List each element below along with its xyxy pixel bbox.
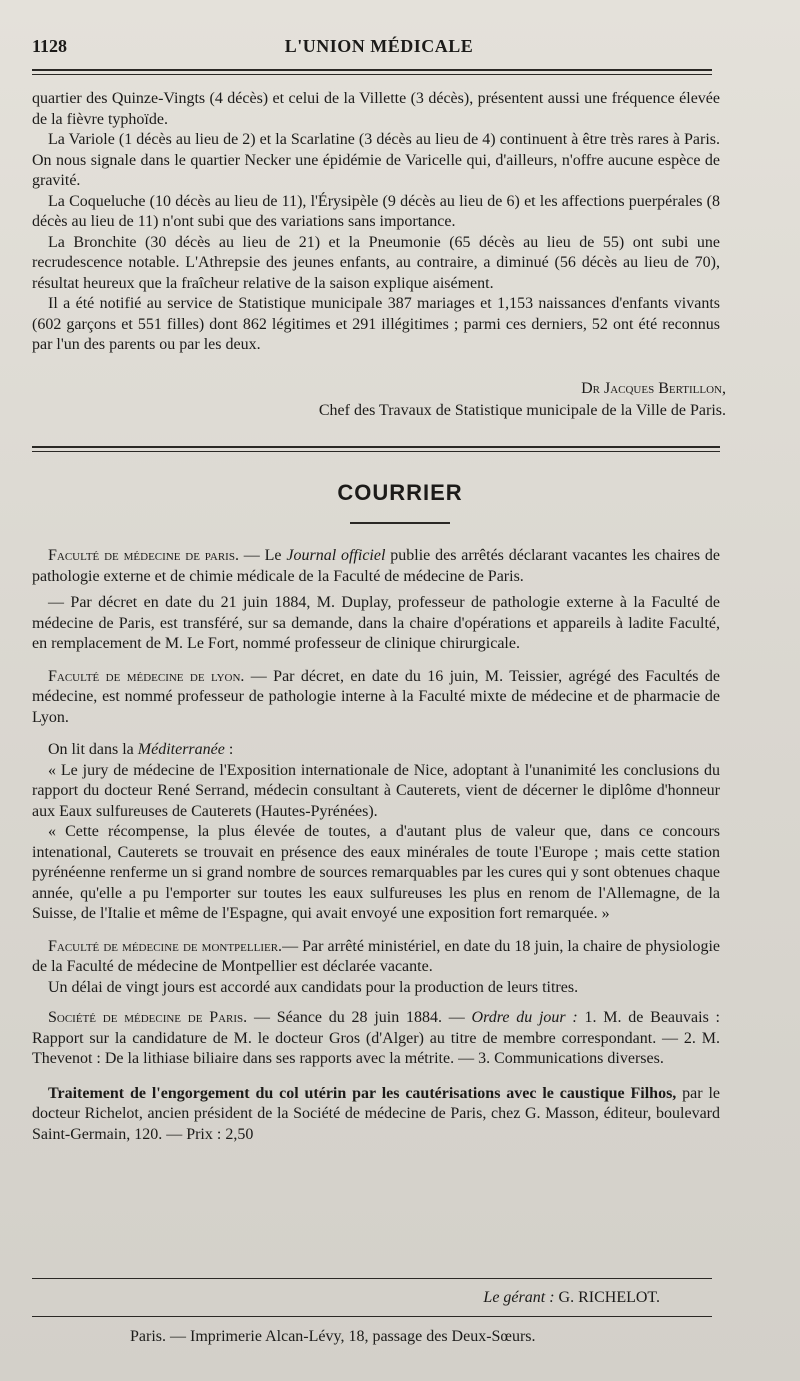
paragraph-delai: Un délai de vingt jours est accordé aux candidats pour la production de leurs titres. [48, 978, 579, 996]
paragraph-traitement: Traitement de l'engorgement du col utérin par les cautérisations avec le caustique Filhos, par le docteur Richelot, ancien président de la Société de médecine de Paris, chez G. Masson, éditeur, boulevard Saint-Germain, 120. — Prix : 2,50 [32, 1084, 720, 1143]
lead-faculte-lyon: Faculté de médecine de lyon. [48, 667, 245, 685]
footer-rule [32, 1278, 712, 1279]
gerant-name: G. RICHELOT. [558, 1289, 660, 1306]
section-rule-thin [32, 451, 720, 452]
section-rule [32, 446, 720, 448]
printer-line: Paris. — Imprimerie Alcan-Lévy, 18, passage des Deux-Sœurs. [130, 1328, 536, 1345]
journal-title: L'UNION MÉDICALE [284, 36, 474, 56]
signature-block [319, 378, 726, 422]
header-rule-thin [32, 74, 712, 75]
footer-rule-lower [32, 1316, 712, 1317]
paragraph-statistique: Il a été notifié au service de Statistique municipale 387 mariages et 1,153 naissances d'enfants vivants (602 garçons et 551 filles) dont 862 légitimes et 291 illégitimes ; parmi ces derniers, 52 ont été reconnus par l'un des parents ou par les deux. [32, 295, 720, 353]
paragraph-faculte-paris: Faculté de médecine de paris. — Le Journal officiel publie des arrêtés déclarant vacantes les chaires de pathologie externe et de chimie médicale de la Faculté de médecine de Paris. [32, 547, 720, 585]
section-title: COURRIER [337, 480, 463, 505]
page-number: 1128 [32, 36, 68, 56]
header-rule [32, 69, 712, 71]
paragraph-recompense: « Cette récompense, la plus élevée de toutes, a d'autant plus de valeur que, dans ce concours intenational, Cauterets se trouvait en présence des eaux minérales de toute l'Europe ; mais cette station pyrénéenne renferme un si grand nombre de sources remarquables par les cures qui y sont obtenues chaque année, qu'elle a pu l'emporter sur toutes les eaux sulfureuses les plus en renom de l'Allemagne, de la Suisse, de l'Italie et même de l'Espagne, qui avait envoyé une exposition fort remarquée. » [32, 823, 720, 922]
gerant-label: Le gérant : [483, 1289, 555, 1306]
book-title: Traitement de l'engorgement du col utérin par les cautérisations avec le caustique Filhos, [48, 1084, 677, 1102]
journal-officiel: Journal officiel [286, 547, 386, 564]
signature-title: Chef des Travaux de Statistique municipale de la Ville de Paris. [318, 402, 726, 419]
paragraph-typhoide: quartier des Quinze-Vingts (4 décès) et celui de la Villette (3 décès), présentent aussi une fréquence élevée de la fièvre typhoïde. [32, 90, 720, 128]
lead-societe-medecine: Société de médecine de Paris. [48, 1009, 248, 1026]
paragraph-faculte-lyon: Faculté de médecine de lyon. — Par décret, en date du 16 juin, M. Teissier, agrégé des Facultés de médecine, est nommé professeur de pathologie interne à la Faculté mixte de médecine et de pharmacie de Lyon. [32, 667, 720, 726]
paragraph-variole: La Variole (1 décès au lieu de 2) et la Scarlatine (3 décès au lieu de 4) continuent à être très rares à Paris. On nous signale dans le quartier Necker une épidémie de Varicelle qui, d'ailleurs, n'offre aucune espèce de gravité. [32, 131, 720, 189]
paragraph-jury-nice: « Le jury de médecine de l'Exposition internationale de Nice, adoptant à l'unanimité les conclusions du rapport du docteur René Serrand, médecin consultant à Cauterets, vient de décerner le diplôme d'honneur aux Eaux sulfureuses de Cauterets (Hautes-Pyrénées). [32, 761, 720, 820]
mediterranee-title: Méditerranée [137, 741, 225, 758]
courrier-section [32, 546, 720, 1145]
lead-faculte-montpellier: Faculté de médecine de montpellier. [48, 937, 283, 955]
title-underline [350, 522, 450, 524]
paragraph-mediterranee: On lit dans la Méditerranée : [48, 741, 234, 758]
top-section [32, 89, 720, 356]
lead-faculte-paris: Faculté de médecine de paris. [48, 547, 239, 564]
gerant-line [483, 1289, 660, 1307]
signature-name: Dr Jacques Bertillon, [581, 380, 726, 397]
page-header [32, 36, 726, 66]
paragraph-bronchite: La Bronchite (30 décès au lieu de 21) et la Pneumonie (65 décès au lieu de 55) ont subi une recrudescence notable. L'Athrepsie des jeunes enfants, au contraire, a diminué (56 décès au lieu de 70), résultat heureux que la fraîcheur relative de la saison explique aisément. [32, 233, 720, 292]
paragraph-montpellier: Faculté de médecine de montpellier.— Par arrêté ministériel, en date du 18 juin, la chaire de physiologie de la Faculté de médecine de Montpellier est déclarée vacante. [32, 937, 720, 975]
paragraph-duplay: — Par décret en date du 21 juin 1884, M. Duplay, professeur de pathologie externe à la Faculté de médecine de Paris, est transféré, sur sa demande, dans la chaire d'opérations et appareils à ladite Faculté, en remplacement de M. Le Fort, nommé professeur de clinique chirurgicale. [32, 594, 720, 652]
ordre-du-jour: Ordre du jour : [471, 1009, 578, 1026]
paragraph-coqueluche: La Coqueluche (10 décès au lieu de 11), l'Érysipèle (9 décès au lieu de 6) et les affections puerpérales (8 décès au lieu de 11) n'ont subi que des variations sans importance. [32, 192, 720, 230]
paragraph-societe-medecine: Société de médecine de Paris. — Séance du 28 juin 1884. — Ordre du jour : 1. M. de Beauvais : Rapport sur la candidature de M. le docteur Gros (d'Alger) au titre de membre correspondant. — 2. M. Thevenot : De la lithiase biliaire dans ses rapports avec la métrite. — 3. Communications diverses. [32, 1009, 721, 1067]
